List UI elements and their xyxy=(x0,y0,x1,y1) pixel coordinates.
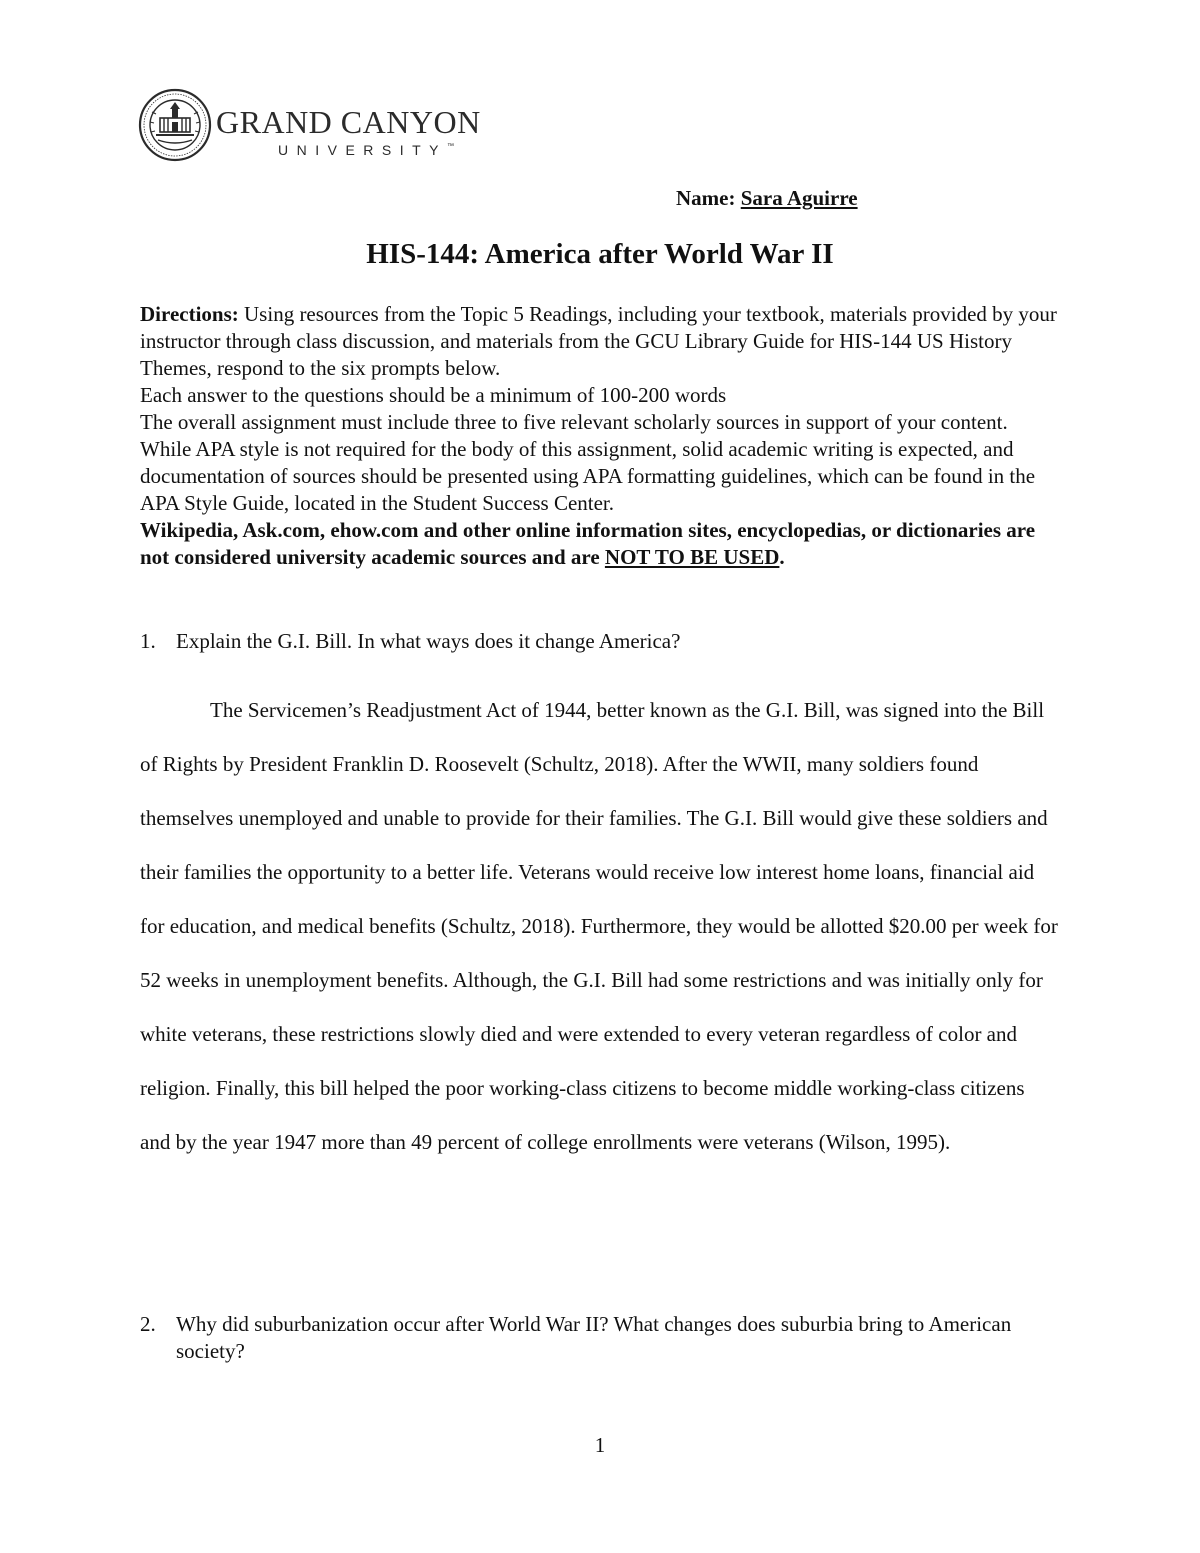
page-title: HIS-144: America after World War II xyxy=(366,238,834,270)
question-number: 1. xyxy=(140,629,156,653)
apa-requirement: While APA style is not required for the body of this assignment, solid academic writing is expected, and documentation of sources should be presented using APA formatting guidelines, which can be found in the APA Style Guide, located in the Student Success Center. xyxy=(140,437,1036,515)
directions-text: Using resources from the Topic 5 Readings, including your textbook, materials provided by your instructor through class discussion, and materials from the GCU Library Guide for HIS-144 US History Themes, respond to the six prompts below. xyxy=(140,302,1057,380)
sources-warning-emphasis: NOT TO BE USED xyxy=(604,545,780,569)
question-text: Explain the G.I. Bill. In what ways does it change America? xyxy=(176,629,681,653)
sources-requirement: The overall assignment must include three to five relevant scholarly sources in support of your content. xyxy=(140,410,1008,434)
logo-name-bottom-text: UNIVERSITY xyxy=(278,142,448,158)
name-label: Name: xyxy=(676,186,736,210)
university-seal-icon xyxy=(138,88,212,162)
answer-1: The Servicemen’s Readjustment Act of 1944, better known as the G.I. Bill, was signed into the Bill of Rights by President Franklin D. Roosevelt (Schultz, 2018). After the WWII, many soldiers found themselves unemployed and unable to provide for their families. The G.I. Bill would give these soldiers and their families the opportunity to a better life. Veterans would receive low interest home loans, financial aid for education, and medical benefits (Schultz, 2018). Furthermore, they would be allotted $20.00 per week for 52 weeks in unemployment benefits. Although, the G.I. Bill had some restrictions and was initially only for white veterans, these restrictions slowly died and were extended to every veteran regardless of color and religion. Finally, this bill helped the poor working-class citizens to become middle working-class citizens and by the year 1947 more than 49 percent of college enrollments were veterans (Wilson, 1995). xyxy=(140,698,1058,1154)
trademark-symbol: ™ xyxy=(447,143,455,150)
student-name-line xyxy=(676,186,858,211)
directions-paragraph xyxy=(140,301,1060,382)
page-number: 1 xyxy=(594,1433,606,1457)
directions-block xyxy=(140,301,1060,571)
logo-name-top: GRAND CANYON xyxy=(216,104,481,140)
word-count-requirement: Each answer to the questions should be a minimum of 100-200 words xyxy=(140,383,727,407)
question-text: Why did suburbanization occur after World War II? What changes does suburbia bring to American society? xyxy=(176,1312,1012,1363)
directions-label: Directions: xyxy=(140,302,239,326)
student-name: Sara Aguirre xyxy=(740,186,858,210)
sources-warning-text: Wikipedia, Ask.com, ehow.com and other online information sites, encyclopedias, or dictionaries are not considered university academic sources and are xyxy=(140,518,1036,569)
sources-warning-end: . xyxy=(779,545,785,569)
sources-warning xyxy=(140,517,1060,571)
question-number: 2. xyxy=(140,1312,156,1336)
university-logo xyxy=(138,88,481,164)
logo-name-bottom xyxy=(278,143,454,157)
